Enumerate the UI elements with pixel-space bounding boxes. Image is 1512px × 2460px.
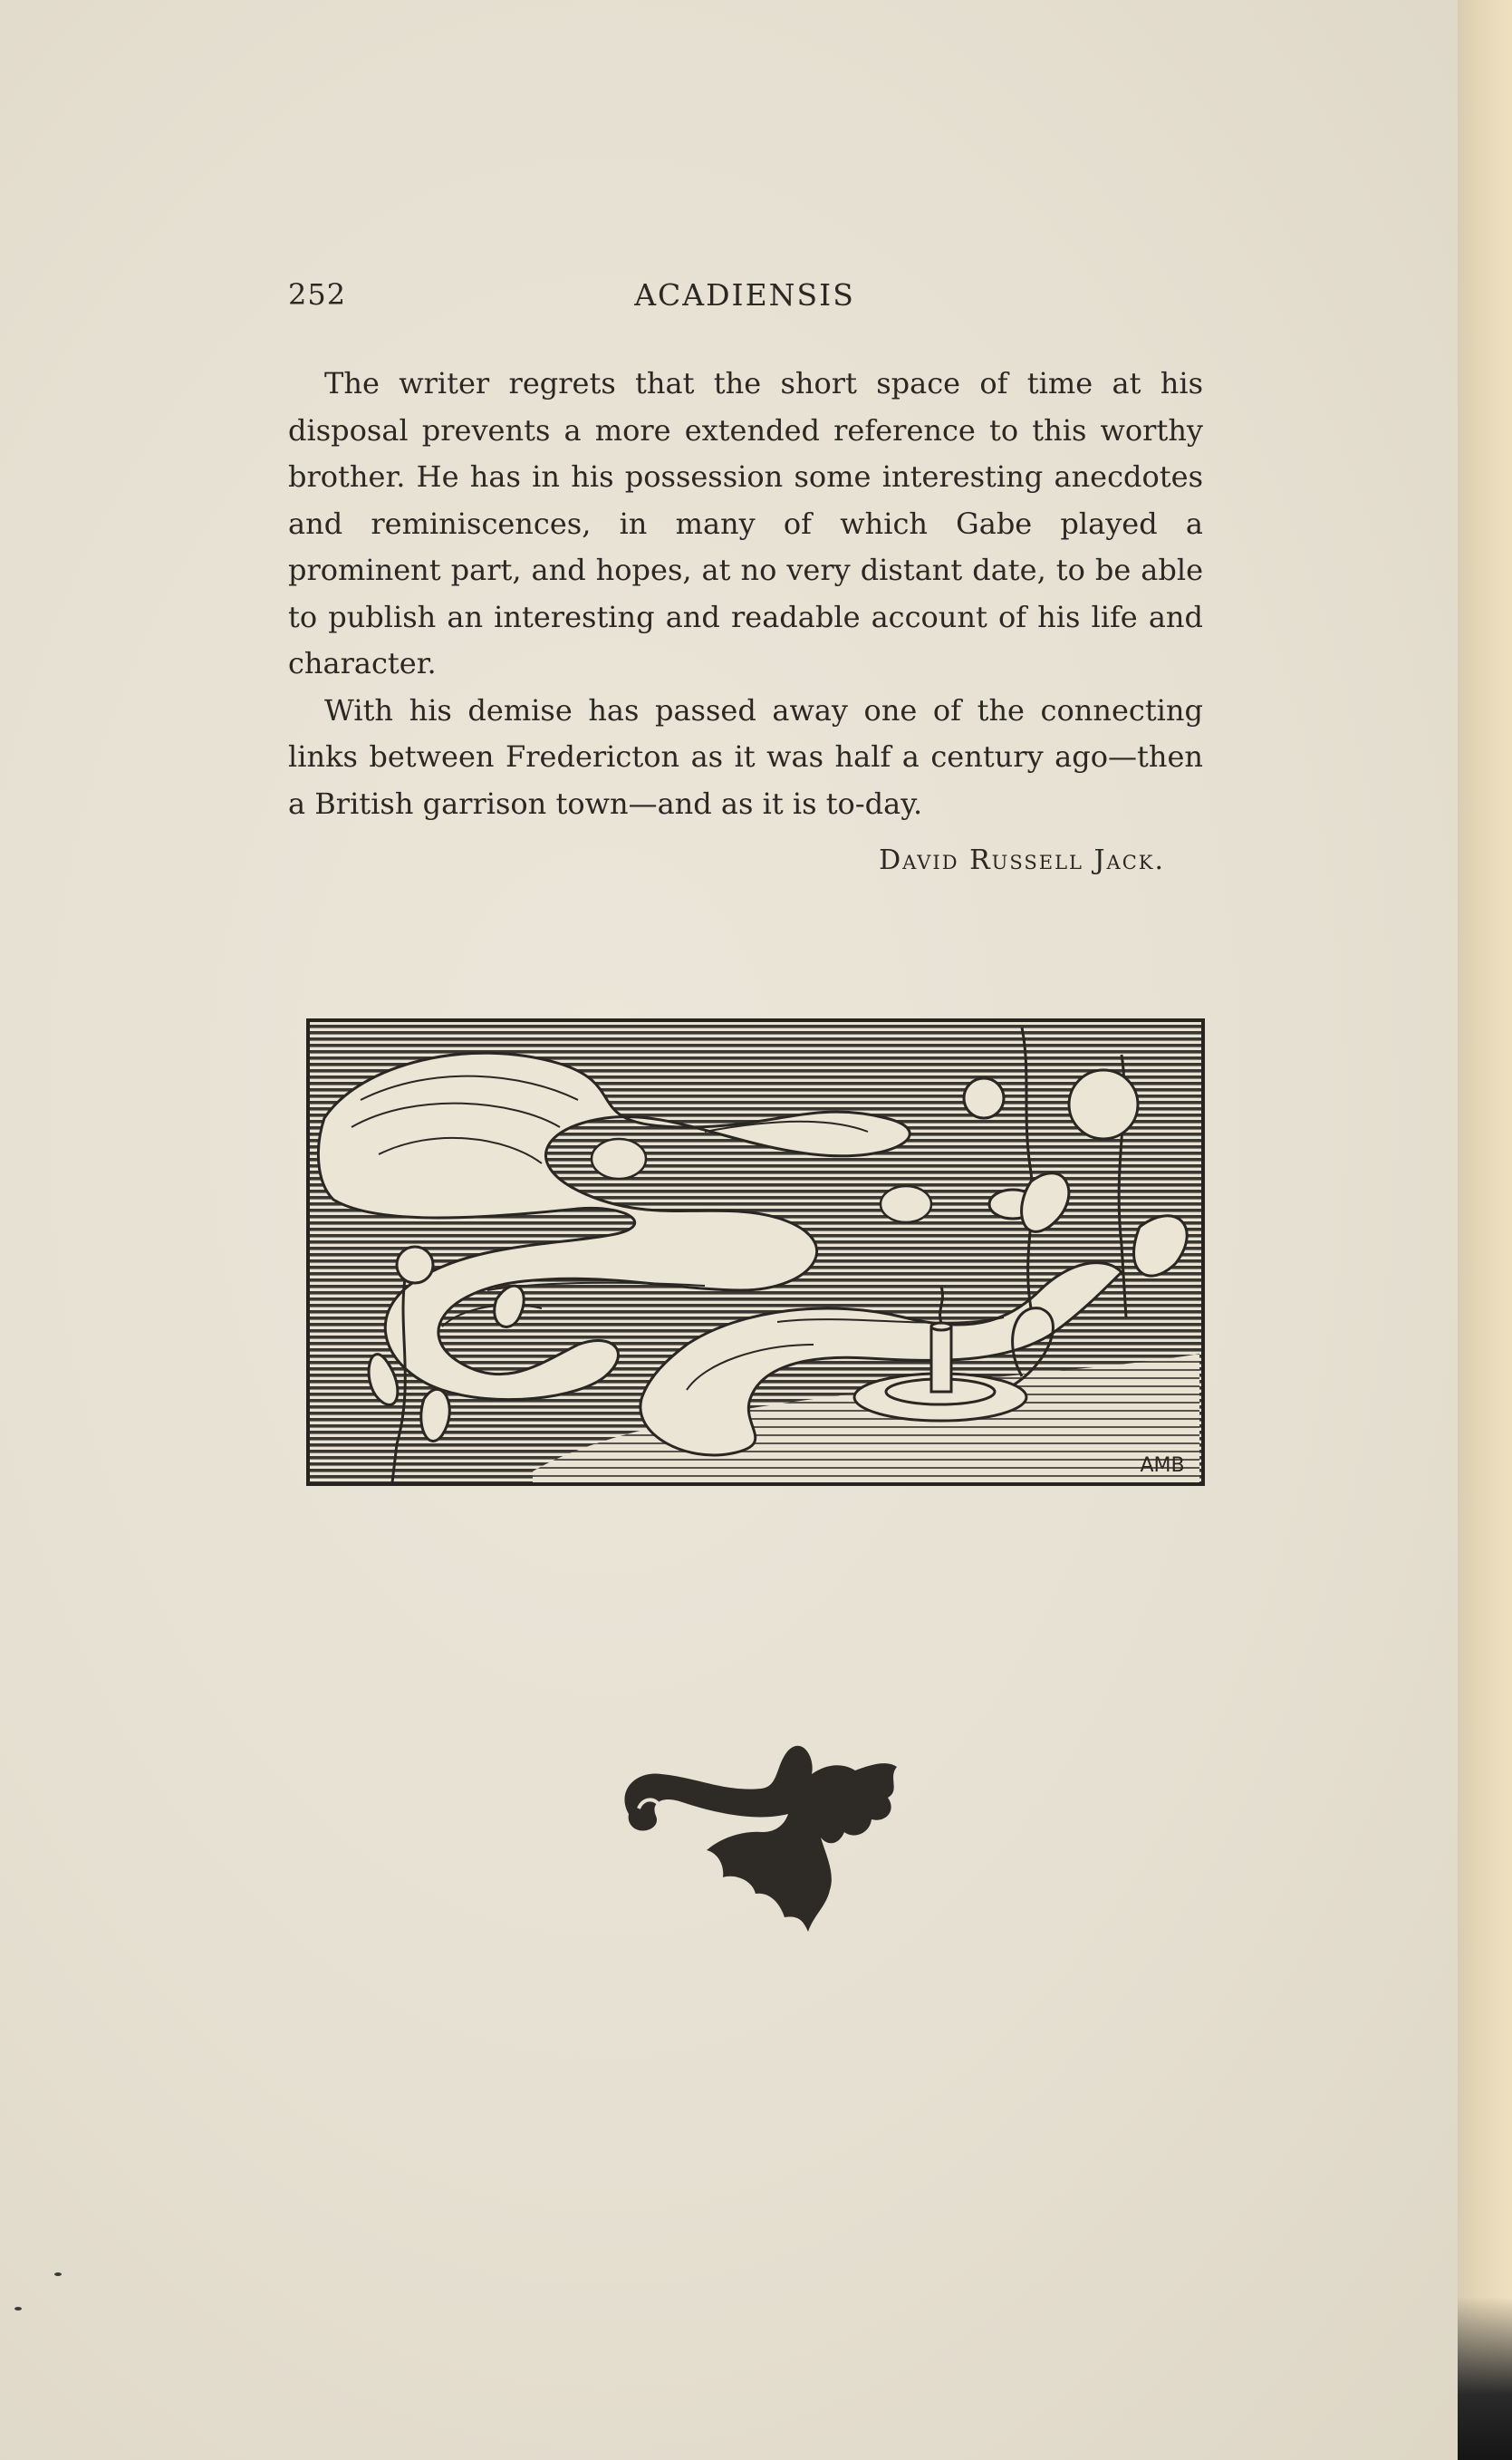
paper-speck: [14, 2307, 22, 2310]
paragraph-1: The writer regrets that the short space of time at his disposal prevents a more extended reference to this worthy brother. He has in his possession some interesting anecdotes and reminiscences, in many of which Gabe played a prominent part, and hopes, at no very distant date, to be able to publish an interesting and readable account of his life and character.: [288, 366, 1203, 680]
article-body: [288, 361, 1203, 827]
page-edge: [1458, 0, 1512, 2460]
woodcut-candle-smoke-illustration: [306, 1018, 1205, 1486]
page-number: 252: [288, 277, 347, 312]
page-edge-shadow: [1458, 2297, 1512, 2460]
author-signature: David Russell Jack.: [879, 844, 1165, 876]
page-header: [288, 277, 1201, 323]
monogram: AMB: [1140, 1454, 1185, 1477]
leaf-fleuron-icon: [598, 1738, 908, 1946]
paragraph-2: With his demise has passed away one of the connecting links between Fredericton as it was half a century ago—then a British garrison town—and as it is to-day.: [288, 692, 1203, 821]
running-title: ACADIENSIS: [634, 277, 855, 313]
paper-speck: [54, 2272, 62, 2276]
